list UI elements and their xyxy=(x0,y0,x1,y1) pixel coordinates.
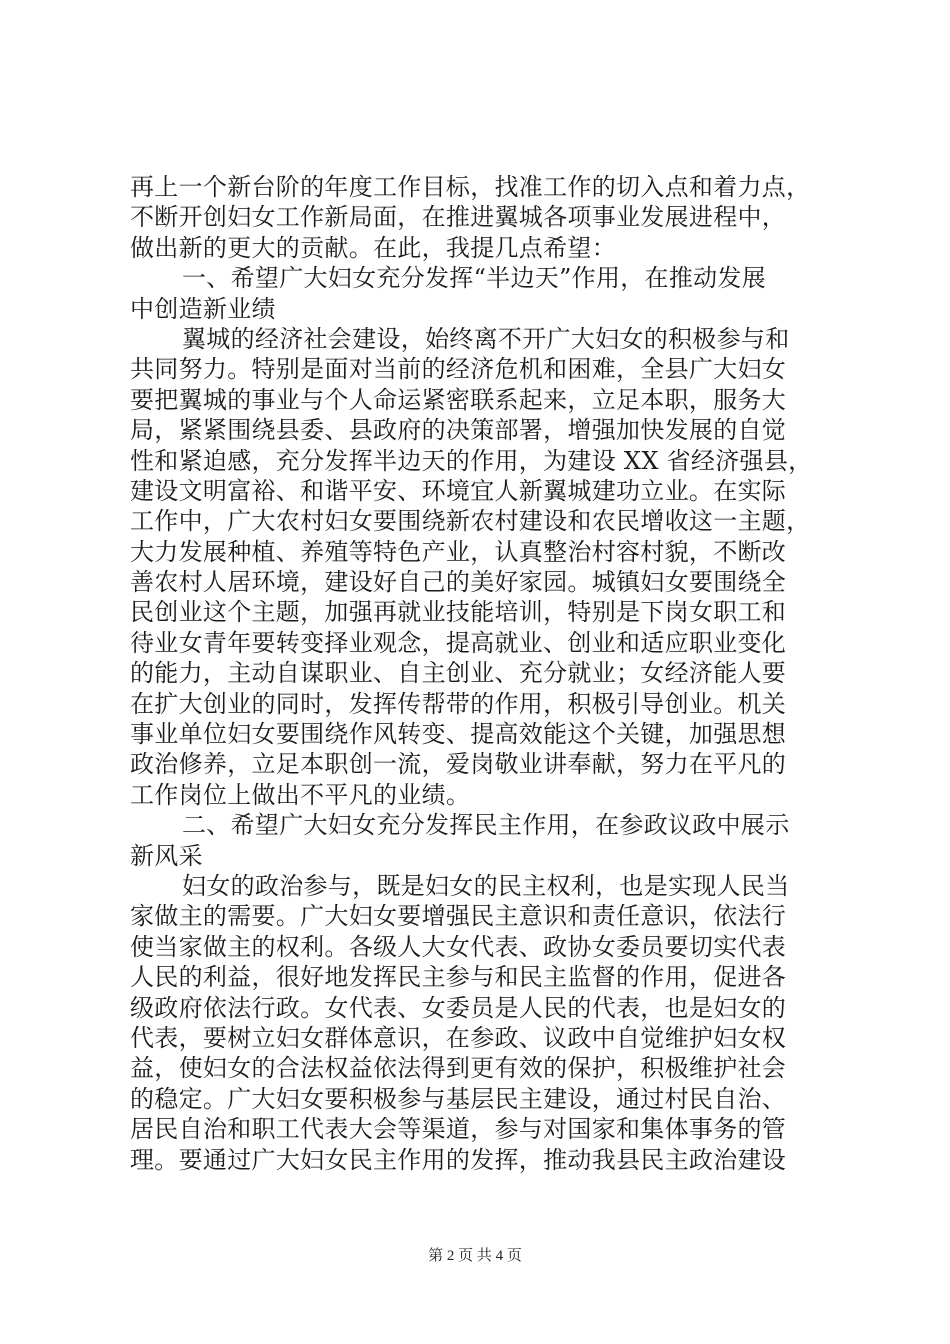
text-line: 工作岗位上做出不平凡的业绩。 xyxy=(130,780,471,809)
text-line: 政治修养，立足本职创一流，爱岗敬业讲奉献，努力在平凡的 xyxy=(130,750,787,779)
text-line: 使当家做主的权利。各级人大女代表、政协女委员要切实代表 xyxy=(130,932,787,961)
text-line: 家做主的需要。广大妇女要增强民主意识和责任意识，依法行 xyxy=(130,902,787,931)
page-footer: 第 2 页 共 4 页 xyxy=(428,1248,522,1264)
text-line: 建设文明富裕、和谐平安、环境宜人新翼城建功立业。在实际 xyxy=(130,476,787,505)
text-line: 妇女的政治参与，既是妇女的民主权利，也是实现人民当 xyxy=(182,871,790,900)
text-line: 人民的利益，很好地发挥民主参与和民主监督的作用，促进各 xyxy=(130,963,787,992)
text-line: 待业女青年要转变择业观念，提高就业、创业和适应职业变化 xyxy=(130,628,787,657)
text-line: 共同努力。特别是面对当前的经济危机和困难，全县广大妇女 xyxy=(130,355,787,384)
text-line: 的能力，主动自谋职业、自主创业、充分就业；女经济能人要 xyxy=(130,659,787,688)
text-line: 性和紧迫感，充分发挥半边天的作用，为建设 XX 省经济强县， xyxy=(130,446,813,475)
text-line: 级政府依法行政。女代表、女委员是人民的代表，也是妇女的 xyxy=(130,993,787,1022)
text-line: 在扩大创业的同时，发挥传帮带的作用，积极引导创业。机关 xyxy=(130,689,787,718)
text-line: 翼城的经济社会建设，始终离不开广大妇女的积极参与和 xyxy=(182,324,790,353)
text-line: 理。要通过广大妇女民主作用的发挥，推动我县民主政治建设 xyxy=(130,1145,787,1174)
text-line: 再上一个新台阶的年度工作目标，找准工作的切入点和着力点， xyxy=(130,173,811,201)
text-line: 民创业这个主题，加强再就业技能培训，特别是下岗女职工和 xyxy=(130,598,787,627)
text-line: 要把翼城的事业与个人命运紧密联系起来，立足本职，服务大 xyxy=(130,385,787,414)
text-line: 的稳定。广大妇女要积极参与基层民主建设，通过村民自治、 xyxy=(130,1084,787,1113)
text-line: 局，紧紧围绕县委、县政府的决策部署，增强加快发展的自觉 xyxy=(130,416,787,445)
document-body xyxy=(130,172,830,1175)
text-line: 中创造新业绩 xyxy=(130,294,276,323)
text-line: 新风采 xyxy=(130,841,203,870)
text-line: 不断开创妇女工作新局面，在推进翼城各项事业发展进程中， xyxy=(130,203,787,232)
text-line: 事业单位妇女要围绕作风转变、提高效能这个关键，加强思想 xyxy=(130,720,787,749)
text-line: 代表，要树立妇女群体意识，在参政、议政中自觉维护妇女权 xyxy=(130,1023,787,1052)
text-line: 大力发展种植、养殖等特色产业，认真整治村容村貌，不断改 xyxy=(130,537,787,566)
text-line: 善农村人居环境，建设好自己的美好家园。城镇妇女要围绕全 xyxy=(130,568,787,597)
text-line: 居民自治和职工代表大会等渠道，参与对国家和集体事务的管 xyxy=(130,1115,787,1144)
text-line: 益，使妇女的合法权益依法得到更有效的保护，积极维护社会 xyxy=(130,1054,787,1083)
text-line: 做出新的更大的贡献。在此，我提几点希望： xyxy=(130,233,616,262)
text-line: 一、希望广大妇女充分发挥“半边天”作用，在推动发展 xyxy=(182,264,767,293)
text-line: 工作中，广大农村妇女要围绕新农村建设和农民增收这一主题， xyxy=(130,507,811,536)
text-line: 二、希望广大妇女充分发挥民主作用，在参政议政中展示 xyxy=(182,811,790,840)
